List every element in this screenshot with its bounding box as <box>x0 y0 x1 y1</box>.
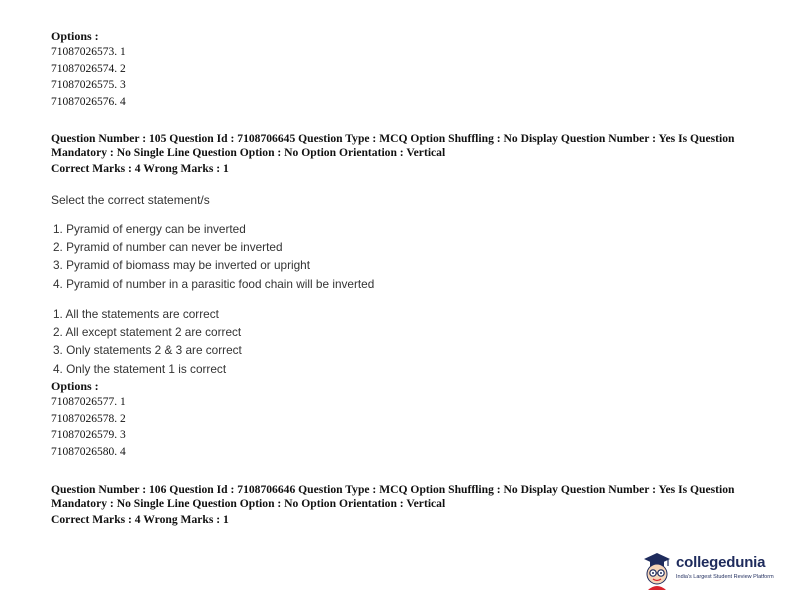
statement-item: 2. Pyramid of number can never be inverted <box>53 240 283 255</box>
choice-item: 3. Only statements 2 & 3 are correct <box>53 343 242 358</box>
question-105-header: Question Number : 105 Question Id : 7108706645 Question Type : MCQ Option Shuffling : No Display Question Number : Yes Is Question Mandatory : No Single Line Question Option : No Option Orientation : Vertical <box>51 132 735 159</box>
option-line: 71087026576. 4 <box>51 95 126 108</box>
statement-item: 3. Pyramid of biomass may be inverted or upright <box>53 258 311 273</box>
option-line: 71087026577. 1 <box>51 396 126 408</box>
options-block-prev <box>51 28 126 110</box>
question-106-marks: Correct Marks : 4 Wrong Marks : 1 <box>51 513 229 526</box>
logo-tagline: India's Largest Student Review Platform <box>676 574 774 580</box>
options-block-105 <box>51 378 126 460</box>
option-line: 71087026580. 4 <box>51 445 126 458</box>
statement-list <box>51 220 374 293</box>
statement-item: 4. Pyramid of number in a parasitic food chain will be inverted <box>53 276 375 291</box>
options-label: Options : <box>51 379 99 393</box>
statement-item: 1. Pyramid of energy can be inverted <box>53 222 246 236</box>
option-line: 71087026575. 3 <box>51 79 126 92</box>
option-line: 71087026578. 2 <box>51 412 126 425</box>
choice-list <box>51 305 242 378</box>
option-line: 71087026574. 2 <box>51 62 126 75</box>
question-106-header: Question Number : 106 Question Id : 7108706646 Question Type : MCQ Option Shuffling : No Display Question Number : Yes Is Question Mandatory : No Single Line Question Option : No Option Orientation : Vertical <box>51 483 735 510</box>
logo-wordmark: collegedunia <box>676 554 766 571</box>
question-105-stem: Select the correct statement/s <box>51 193 210 207</box>
collegedunia-logo <box>640 550 780 590</box>
question-105-marks: Correct Marks : 4 Wrong Marks : 1 <box>51 162 229 175</box>
option-line: 71087026579. 3 <box>51 429 126 442</box>
options-label: Options : <box>51 29 99 43</box>
choice-item: 4. Only the statement 1 is correct <box>53 361 227 376</box>
mascot-icon <box>640 550 674 590</box>
option-line: 71087026573. 1 <box>51 46 126 58</box>
choice-item: 2. All except statement 2 are correct <box>53 325 242 340</box>
choice-item: 1. All the statements are correct <box>53 307 219 321</box>
